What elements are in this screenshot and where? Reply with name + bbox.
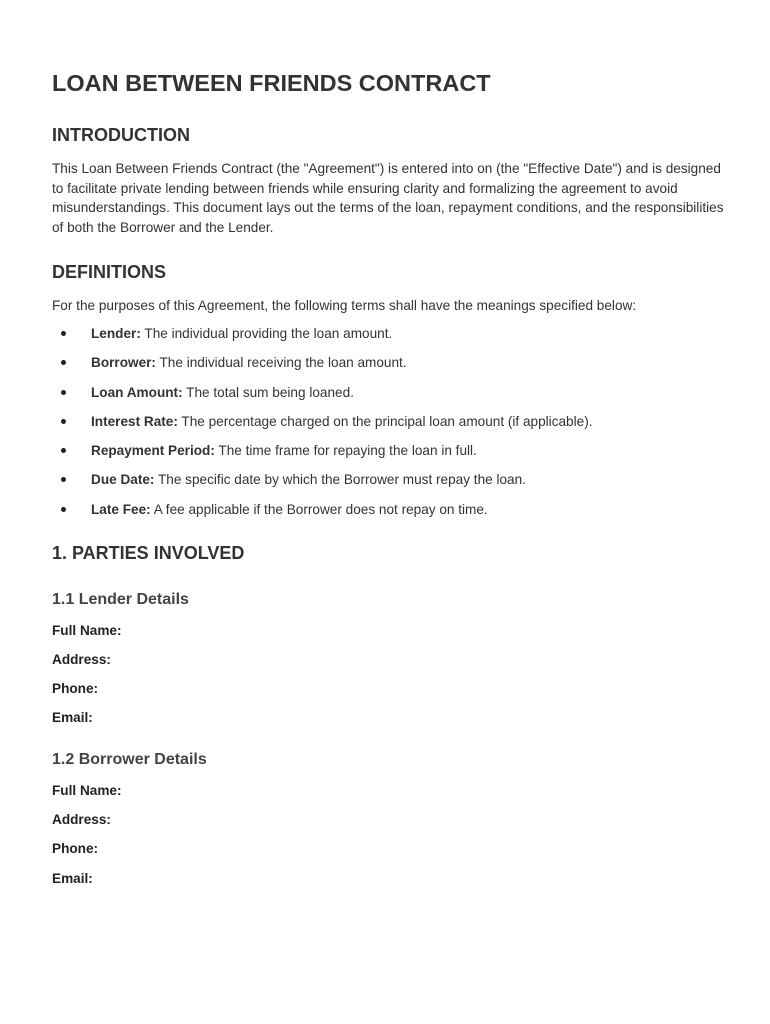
definition-item-late-fee: [52, 500, 742, 529]
bullet-icon: [61, 360, 66, 365]
definition-item-repayment-period: [52, 441, 742, 470]
definition-term: Lender:: [91, 326, 141, 341]
lender-email-label: Email:: [52, 710, 93, 725]
definition-text: The percentage charged on the principal loan amount (if applicable).: [177, 413, 593, 429]
definition-text: The specific date by which the Borrower must repay the loan.: [154, 472, 526, 488]
bullet-icon: [61, 331, 66, 336]
definition-item-borrower: [52, 353, 742, 382]
definition-text: A fee applicable if the Borrower does not repay on time.: [150, 501, 488, 517]
lender-phone-label: Phone:: [52, 681, 99, 696]
bullet-icon: [61, 448, 66, 453]
definition-term: Interest Rate:: [91, 413, 178, 429]
borrower-details-heading: 1.2 Borrower Details: [52, 751, 207, 768]
introduction-text: This Loan Between Friends Contract (the "Agreement") is entered into on (the "Effective Date") and is designed to facilitate private lending between friends while ensuring clarity and formalizing the agreement to avoid misunderstandings. This document lays out the terms of the loan, repayment conditions, and the responsibilities of both the Borrower and the Lender.: [52, 161, 724, 235]
definition-term: Due Date:: [91, 472, 155, 488]
definition-text: The time frame for repaying the loan in full.: [214, 443, 477, 459]
definition-item-due-date: [52, 470, 742, 499]
definition-item-loan-amount: [52, 383, 742, 412]
bullet-icon: [61, 507, 66, 512]
definition-item-lender: [52, 324, 742, 353]
lender-details-heading: 1.1 Lender Details: [52, 591, 189, 608]
borrower-address-label: Address:: [52, 812, 111, 827]
parties-heading: 1. PARTIES INVOLVED: [52, 543, 245, 563]
bullet-icon: [61, 390, 66, 395]
definition-text: The total sum being loaned.: [182, 384, 354, 400]
definitions-intro: For the purposes of this Agreement, the following terms shall have the meanings specified below:: [52, 298, 637, 313]
definition-term: Late Fee:: [91, 501, 151, 517]
definition-term: Repayment Period:: [91, 443, 215, 459]
definition-text: The individual receiving the loan amount.: [155, 355, 407, 371]
definition-item-interest-rate: [52, 412, 742, 441]
bullet-icon: [61, 477, 66, 482]
lender-full-name-label: Full Name:: [52, 623, 122, 638]
borrower-email-label: Email:: [52, 871, 93, 886]
introduction-heading: INTRODUCTION: [52, 125, 190, 145]
borrower-phone-label: Phone:: [52, 841, 99, 856]
definition-term: Borrower:: [91, 355, 156, 371]
document-title: LOAN BETWEEN FRIENDS CONTRACT: [52, 70, 491, 96]
borrower-full-name-label: Full Name:: [52, 783, 122, 798]
definitions-list: [52, 324, 742, 529]
definitions-heading: DEFINITIONS: [52, 262, 167, 282]
bullet-icon: [61, 419, 66, 424]
lender-address-label: Address:: [52, 652, 111, 667]
definition-text: The individual providing the loan amount.: [140, 326, 393, 341]
definition-term: Loan Amount:: [91, 384, 183, 400]
